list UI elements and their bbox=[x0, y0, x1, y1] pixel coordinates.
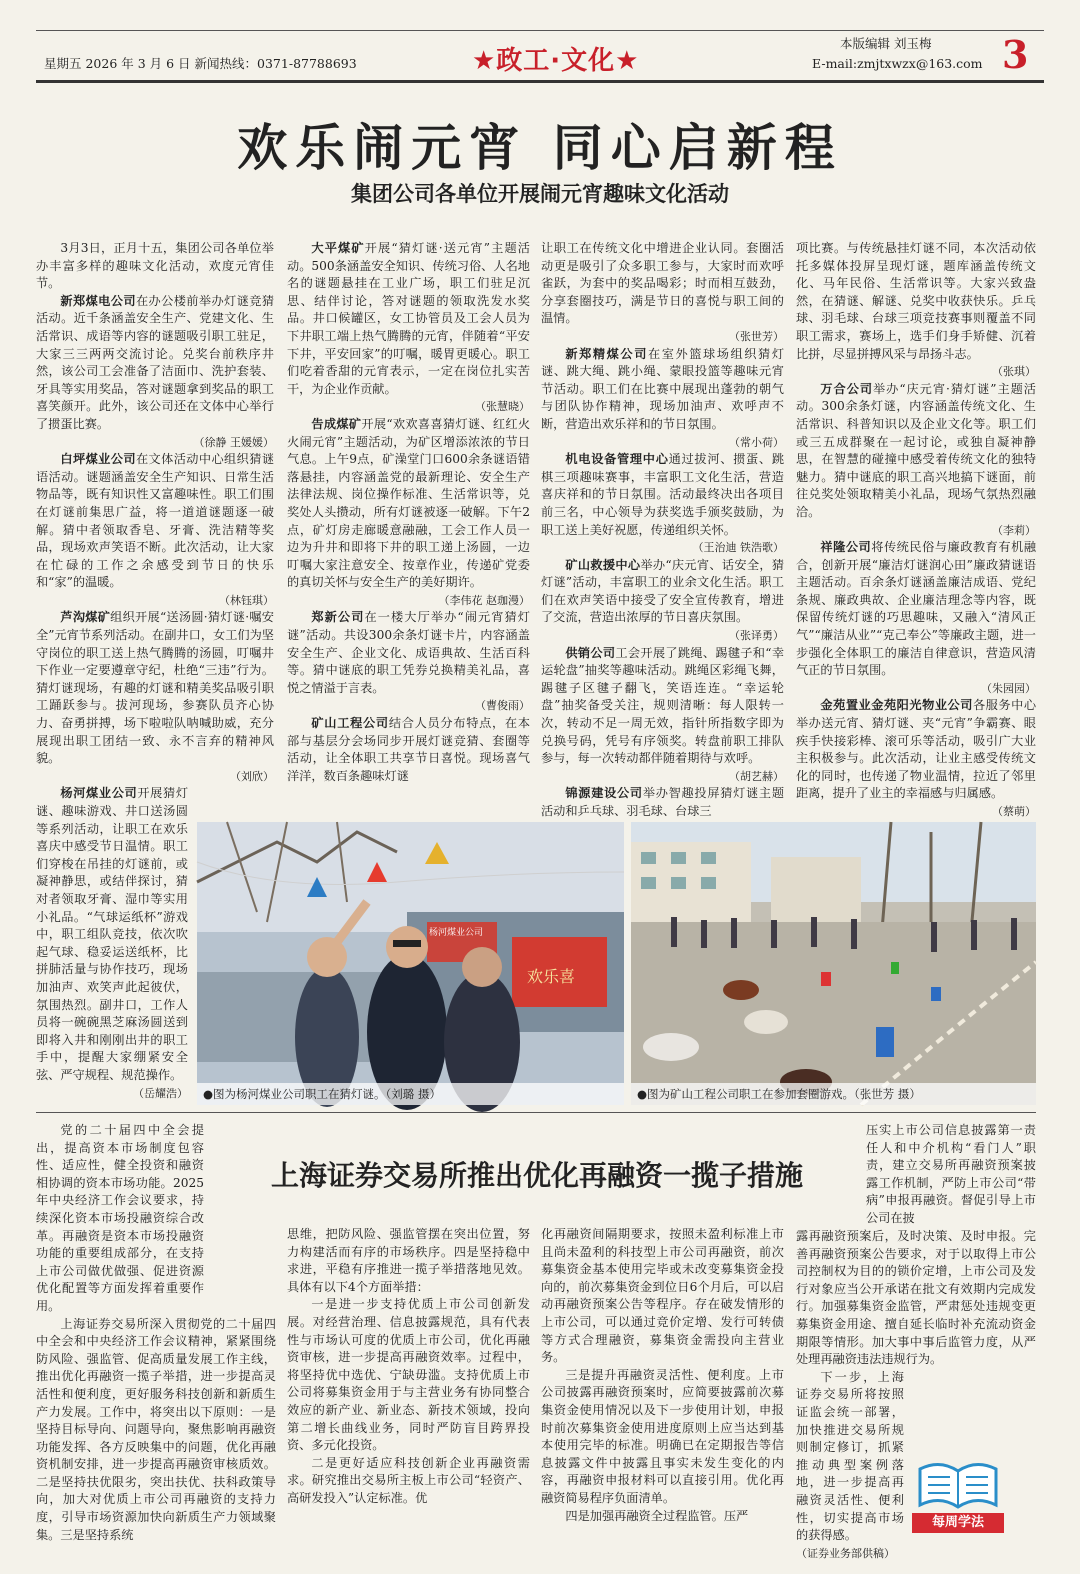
paragraph: 杨河煤业公司开展猜灯谜、趣味游戏、井口送汤圆等系列活动，让职工在欢乐喜庆中感受节日温情。职工们穿梭在吊挂的灯谜前，或凝神静思，或结伴探讨，猜对者领取牙膏、湿巾等实用小礼品。“气球运纸杯”游戏中，职工组队竞技，依次吹起气球、稳妥运送纸杯，比拼肺活量与协作技巧，现场加油声、欢笑声此起彼伏，氛围热烈。副井口，工作人员将一碗碗黑芝麻汤圆送到即将入井和刚刚出井的职工手中，提醒大家绷紧安全弦、严守规程、规范操作。 bbox=[36, 786, 189, 1082]
paragraph: 芦沟煤矿组织开展“送汤圆·猜灯谜·嘱安全”元宵节系列活动。在副井口，女工们为坚守岗位的职工送上热气腾腾的汤圆，叮嘱井下作业一定要遵章守纪，杜绝“三违”行为。猜灯谜现场，有趣的灯谜和精美奖品吸引职工踊跃参与。拔河现场，参赛队员齐心协力、奋勇拼搏，场下啦啦队呐喊助威，充分展现出职工团结一致、永不言弃的精神风貌。 bbox=[36, 610, 274, 766]
paragraph: 上海证券交易所深入贯彻党的二十届四中全会和中央经济工作会议精神，紧紧围绕防风险、强监管、促高质量发展工作主线，推出优化再融资一揽子举措，进一步提高灵活性和便利度，更好服务科技创新和新质生产力发展。工作中，将突出以下原则：一是坚持目标导向、问题导向，聚焦影响再融资功能发挥、各方反映集中的问题，优化再融资机制安排，进一步提高再融资审核质效。二是坚持扶优限劣，突出扶优、扶科政策导向，加大对优质上市公司再融资的支持力度，引导市场资源加快向新质生产力领域聚集。三是坚持系统 bbox=[36, 1316, 276, 1542]
unit-name: 新郑煤电公司 bbox=[60, 293, 136, 308]
photo-caption: ●图为杨河煤业公司职工在猜灯谜。（刘璐 摄） bbox=[197, 1083, 624, 1105]
byline: （胡艺赫） bbox=[729, 769, 784, 783]
unit-name: 金苑置业金苑阳光物业公司 bbox=[820, 698, 973, 713]
byline: （张译勇） bbox=[729, 629, 784, 643]
photo-caption: ●图为矿山工程公司职工在参加套圈游戏。（张世芳 摄） bbox=[631, 1083, 1036, 1105]
article1-column-3 bbox=[541, 240, 784, 816]
unit-name: 白坪煤业公司 bbox=[60, 452, 136, 467]
byline: （张世芳） bbox=[729, 329, 784, 343]
paragraph: 三是提升再融资灵活性、便利度。上市公司披露再融资预案时，应简要披露前次募集资金使用情况以及下一步使用计划，申报时前次募集资金使用进度原则上应当达到基本使用完毕的标准。明确已在定期报告等信息披露文件中披露且事实未发生变化的内容，再融资申报材料可以直接引用。优化再融资简易程序负面清单。 bbox=[541, 1367, 784, 1505]
photo-illustration bbox=[631, 822, 1036, 1105]
unit-name: 郑新公司 bbox=[311, 610, 365, 625]
wrap-column bbox=[36, 1122, 204, 1316]
byline: （张慧晓） bbox=[475, 400, 530, 414]
wrap-column bbox=[796, 1369, 904, 1563]
masthead bbox=[36, 32, 1044, 82]
paragraph: 矿山救援中心举办“庆元宵、话安全，猜灯谜”活动，丰富职工的业余文化生活。职工们在欢声笑语中接受了安全宣传教育，增进了交流，营造出浓厚的节日喜庆氛围。 bbox=[541, 557, 785, 625]
paragraph: 新郑煤电公司在办公楼前举办灯谜竞猜活动。近千条涵盖安全生产、党建文化、生活常识、成语等内容的谜题吸引职工驻足，大家三三两两交流讨论。兑奖台前秩序井然，该公司工会准备了洁面巾、洗护套装、牙具等实用奖品，答对谜题拿到奖品的职工喜笑颜开。此外，该公司还在文体中心举行了掼蛋比赛。 bbox=[36, 293, 275, 431]
masthead-rule bbox=[36, 80, 1044, 83]
article2-column-2 bbox=[287, 1226, 530, 1544]
top-rule bbox=[36, 30, 1044, 31]
byline: （徐静 王媛媛） bbox=[193, 435, 274, 449]
article2-headline: 上海证券交易所推出优化再融资一揽子措施 bbox=[270, 1159, 803, 1192]
paragraph: 郑新公司在一楼大厅举办“闹元宵猜灯谜”活动。共设300余条灯谜卡片，内容涵盖安全生产、企业文化、成语典故、生活百科等。猜中谜底的职工凭券兑换精美礼品，喜悦之情溢于言表。 bbox=[287, 610, 530, 695]
paragraph: 大平煤矿开展“猜灯谜·送元宵”主题活动。500条涵盖安全知识、传统习俗、人名地名的谜题悬挂在工业广场，职工们驻足沉思、结伴讨论，答对谜题的领取洗发水奖品。井口候罐区，女工协管员及工会人员为下井职工端上热气腾腾的元宵，伴随着“平安下井，平安回家”的叮嘱，暖胃更暖心。职工们吃着香甜的元宵表示，一定在岗位扎实苦干，为企业作贡献。 bbox=[287, 241, 530, 396]
book-icon bbox=[912, 1455, 1004, 1515]
page-number: 3 bbox=[1002, 32, 1029, 77]
photo-ring-toss bbox=[631, 822, 1036, 1105]
paragraph: 新郑精煤公司在室外篮球场组织猜灯谜、跳大绳、跳小绳、蒙眼投篮等趣味元宵节活动。职工们在比赛中展现出蓬勃的朝气与团队协作精神，现场加油声、欢呼声不断，营造出欢乐祥和的节日氛围。 bbox=[541, 346, 785, 431]
weekly-law-badge bbox=[912, 1455, 1004, 1533]
unit-name: 锦源建设公司 bbox=[565, 786, 643, 801]
unit-name: 万合公司 bbox=[820, 381, 874, 396]
paragraph: 告成煤矿开展“欢欢喜喜猜灯谜、红红火火闹元宵”主题活动，为矿区增添浓浓的节日气息。上午9点，矿澡堂门口600余条谜语错落悬挂，内容涵盖党的最新理论、安全生产法律法规、岗位操作标准、生活常识等，兑奖处人头攒动，所有灯谜被逐一破解。下午2点，矿灯房走廊暖意融融，工会工作人员一边为升井和即将下井的职工递上汤圆，一边叮嘱大家注意安全、按章作业，传递矿党委的真切关怀与安全生产的美好期许。 bbox=[287, 416, 531, 590]
paragraph: 锦源建设公司举办智趣投屏猜灯谜主题活动和乒乓球、羽毛球、台球三 bbox=[541, 786, 785, 818]
byline: （李伟花 赵珈漫） bbox=[438, 593, 530, 607]
unit-name: 矿山工程公司 bbox=[311, 716, 389, 731]
byline: （刘欣） bbox=[230, 769, 274, 783]
photo-lantern-riddles bbox=[197, 822, 624, 1105]
paragraph: 供销公司工会开展了跳绳、踢毽子和“幸运轮盘”抽奖等趣味活动。跳绳区彩绳飞舞，踢毽子区毽子翻飞，笑语连连。“幸运轮盘”抽奖备受关注，规则清晰：每人限转一次，转动不足一周无效，指针所指数字即为兑换号码，凭号有序领奖。转盘前职工排队参与，每一次转动都伴随着期待与欢呼。 bbox=[541, 645, 785, 766]
byline: （蔡萌） bbox=[992, 805, 1036, 818]
unit-name: 杨河煤业公司 bbox=[60, 786, 138, 801]
byline: （证券业务部供稿） bbox=[796, 1546, 895, 1560]
unit-name: 告成煤矿 bbox=[311, 416, 362, 431]
subheadline: 集团公司各单位开展闹元宵趣味文化活动 bbox=[351, 181, 729, 206]
paragraph: 一是进一步支持优质上市公司创新发展。对经营治理、信息披露规范，具有代表性与市场认可度的优质上市公司，优化再融资审核，进一步提高再融资效率。过程中，将坚持优中选优、宁缺毋滥。支持优质上市公司将募集资金用于与主营业务有协同整合效应的新产业、新业态、新技术领域，投向第二增长曲线业务，同时严防盲目跨界投资、多元化投资。 bbox=[287, 1297, 530, 1453]
section-divider bbox=[36, 1112, 1036, 1113]
wrap-column bbox=[36, 785, 188, 1102]
headline: 欢乐闹元宵 同心启新程 bbox=[237, 119, 843, 177]
paragraph: 下一步，上海证券交易所将按照证监会统一部署，加快推进交易所规则制定修订，抓紧推动典型案例落地，进一步提高再融资灵活性、便利性，切实提高市场的获得感。 bbox=[796, 1369, 904, 1543]
paragraph: 白坪煤业公司在文体活动中心组织猜谜语活动。谜题涵盖安全生产知识、日常生活物品等，既有知识性又富趣味性。职工们围在灯谜前集思广益，将一道道谜题逐一破解。猜中者领取香皂、牙膏、洗洁精等奖品，现场欢声笑语不断。此次活动，让大家在忙碌的工作之余感受到节日的快乐和“家”的温暖。 bbox=[36, 452, 275, 590]
article1-column-2 bbox=[287, 240, 530, 816]
unit-name: 新郑精煤公司 bbox=[565, 346, 648, 361]
byline: （张琪） bbox=[992, 365, 1036, 379]
section-title: ★政工·文化★ bbox=[472, 46, 640, 76]
paragraph: 思维，把防风险、强监管摆在突出位置，努力构建活而有序的市场秩序。四是坚持稳中求进，平稳有序推进一揽子举措落地见效。具体有以下4个方面举措： bbox=[287, 1227, 530, 1294]
page-editor: 本版编辑 刘玉梅 bbox=[840, 36, 932, 51]
byline: （李莉） bbox=[992, 523, 1036, 537]
article2-column-1 bbox=[36, 1122, 276, 1544]
unit-name: 芦沟煤矿 bbox=[60, 610, 111, 625]
byline: （朱园园） bbox=[981, 681, 1036, 695]
article1-column-4 bbox=[796, 240, 1036, 816]
byline: （林钰琪） bbox=[219, 593, 274, 607]
paragraph: 3月3日，正月十五，集团公司各单位举办丰富多样的趣味文化活动，欢度元宵佳节。 bbox=[36, 241, 274, 291]
byline: （岳耀浩） bbox=[133, 1086, 188, 1100]
unit-name: 大平煤矿 bbox=[311, 241, 365, 255]
badge-label: 每周学法 bbox=[912, 1513, 1004, 1533]
paragraph: 矿山工程公司结合人员分布特点，在本部与基层分会场同步开展灯谜竞猜、套圈等活动，让全体职工共享节日喜悦。现场喜气洋洋，数百条趣味灯谜 bbox=[287, 716, 531, 783]
paragraph: 二是更好适应科技创新企业再融资需求。研究推出交易所主板上市公司“轻资产、高研发投入”认定标准。优 bbox=[287, 1455, 530, 1505]
paragraph: 化再融资间隔期要求，按照未盈利标准上市且尚未盈利的科技型上市公司再融资，前次募集资金基本使用完毕或未改变募集资金投向的，前次募集资金到位日6个月后，可以启动再融资预案公告等程序。存在破发情形的上市公司，可以通过竞价定增、发行可转债等方式合理融资，募集资金需投向主营业务。 bbox=[541, 1227, 784, 1365]
unit-name: 矿山救援中心 bbox=[565, 557, 641, 572]
issue-date: 星期五 2026 年 3 月 6 日 新闻热线：0371-87788693 bbox=[44, 56, 357, 71]
article2-column-3 bbox=[541, 1226, 784, 1544]
banner-text: 杨河煤业公司 bbox=[429, 928, 484, 938]
paragraph: 万合公司举办“庆元宵·猜灯谜”主题活动。300余条灯谜，内容涵盖传统文化、生活常识、科普知识以及企业文化等。职工们或三五成群聚在一起讨论，或独自凝神静思，在智慧的碰撞中感受着传统文化的独特魅力。猜中谜底的职工高兴地搞下谜面，前往兑奖处领取精美小礼品，现场气氛热烈融洽。 bbox=[796, 381, 1036, 519]
editor-email: E-mail:zmjtxwzx@163.com bbox=[812, 56, 983, 71]
poster-text: 欢乐喜 bbox=[527, 967, 576, 986]
paragraph: 露再融资预案后，及时决策、及时申报。完善再融资预案公告要求，对于以取得上市公司控制权为目的的锁价定增，上市公司及发行对象应当公开承诺在批文有效期内完成发行。加强募集资金监管，严肃惩处违规变更募集资金用途、擅自延长临时补充流动资金期限等情形。加大事中事后监管力度，从严处理再融资违法违规行为。 bbox=[796, 1229, 1036, 1367]
article2-column-4a bbox=[866, 1122, 1036, 1228]
byline: （常小荷） bbox=[729, 435, 784, 449]
byline: （曹俊雨） bbox=[475, 699, 530, 713]
paragraph: 项比赛。与传统悬挂灯谜不同，本次活动依托多媒体投屏呈现灯谜，题库涵盖传统文化、马年民俗、生活常识等。大家兴致盎然，在猜谜、解谜、兑奖中收获快乐。乒乓球、羽毛球、台球三项竞技赛事则覆盖不同职工需求，赛场上，选手们身手矫健、沉着比拼，尽显拼搏风采与昂扬斗志。 bbox=[796, 241, 1036, 361]
paragraph: 党的二十届四中全会提出，提高资本市场制度包容性、适应性，健全投资和融资相协调的资本市场功能。2025年中央经济工作会议要求，持续深化资本市场投融资综合改革。再融资是资本市场投融资功能的重要组成部分，在支持上市公司做优做强、促进资源优化配置等方面发挥着重要作用。 bbox=[36, 1123, 204, 1313]
paragraph: 机电设备管理中心通过拔河、掼蛋、跳棋三项趣味赛事，丰富职工文化生活，营造喜庆祥和的节日氛围。活动最终决出各项目前三名，中心领导为获奖选手颁奖鼓励，为职工送上美好祝愿，传递组织关怀。 bbox=[541, 452, 785, 537]
unit-name: 机电设备管理中心 bbox=[565, 452, 669, 467]
paragraph: 四是加强再融资全过程监管。压严 bbox=[565, 1508, 749, 1523]
unit-name: 祥隆公司 bbox=[820, 540, 872, 555]
paragraph: 祥隆公司将传统民俗与廉政教育有机融合，创新开展“廉洁灯谜润心田”廉政猜谜语主题活动。百余条灯谜涵盖廉洁成语、党纪条规、廉政典故、企业廉洁理念等内容，既保留传统灯谜的巧思趣味，又融入“清风正气”“廉洁从业”“克己奉公”等廉政主题，进一步强化全体职工的廉洁自律意识，营造风清气正的节日氛围。 bbox=[796, 540, 1037, 678]
byline: （王治迪 铁浩歌） bbox=[692, 541, 784, 555]
paragraph: 压实上市公司信息披露第一责任人和中介机构“看门人”职责，建立交易所再融资预案披露工作机制，严防上市公司“带病”申报再融资。督促引导上市公司在披 bbox=[866, 1123, 1036, 1225]
paragraph: 金苑置业金苑阳光物业公司各服务中心举办送元宵、猜灯谜、夹“元宵”争霸赛、眼疾手快接彩棒、滚可乐等活动，吸引广大业主积极参与。此次活动，让业主感受传统文化的同时，也传递了物业温情，拉近了邻里距离，提升了业主的幸福感与归属感。 bbox=[796, 698, 1037, 801]
unit-name: 供销公司 bbox=[565, 645, 616, 660]
paragraph: 让职工在传统文化中增进企业认同。套圈活动更是吸引了众多职工参与，大家时而欢呼雀跃，为套中的奖品喝彩；时而相互鼓劲，分享套圈技巧，满是节日的喜悦与职工间的温情。 bbox=[541, 241, 784, 326]
